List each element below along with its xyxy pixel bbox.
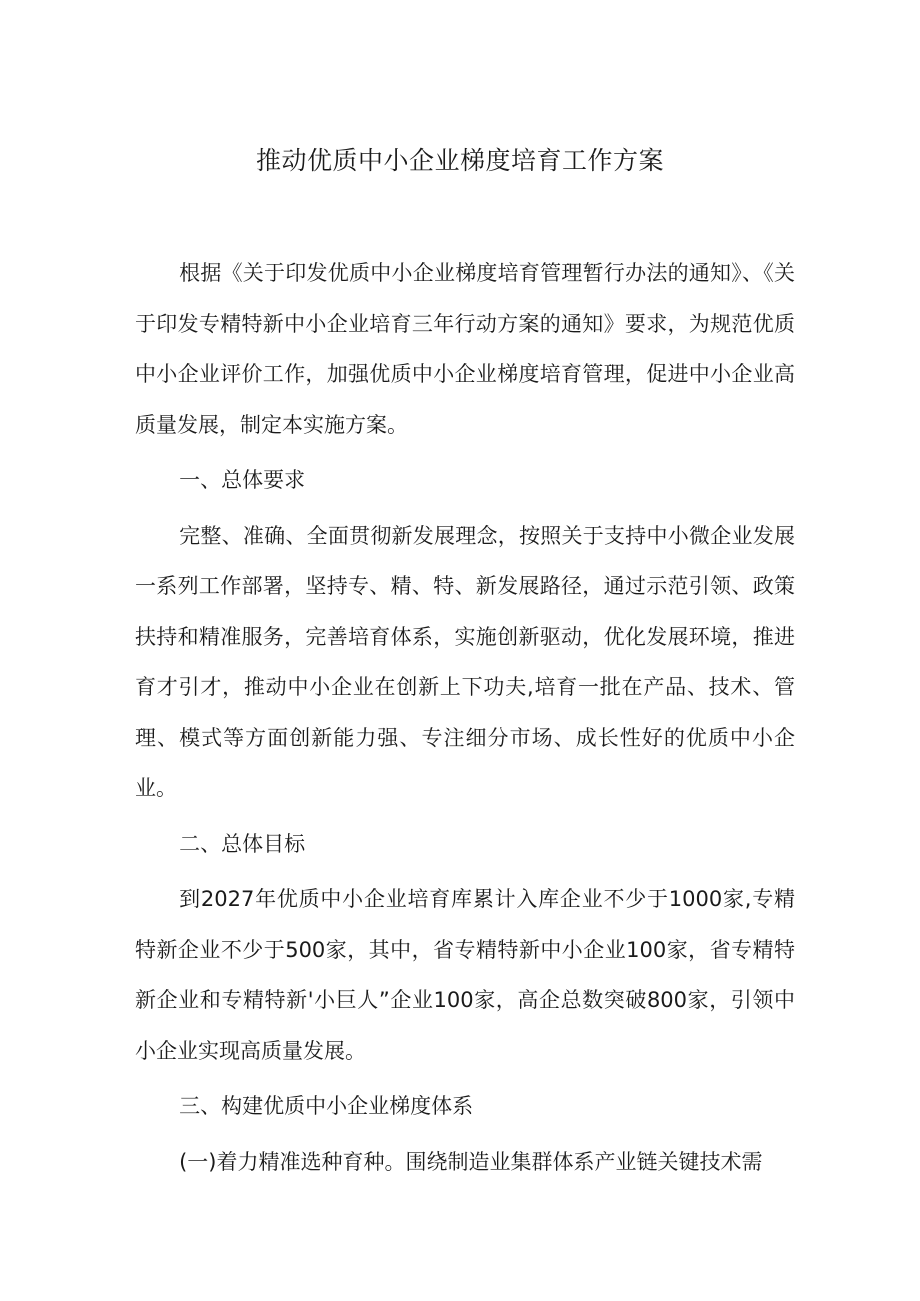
- section-text-2: 到2027年优质中小企业培育库累计入库企业不少于1000家,专精特新企业不少于500家，其中，省专精特新中小企业100家，省专精特新企业和专精特新'小巨人”企业100家，高企总数突破800家，引领中小企业实现高质量发展。: [135, 887, 795, 1063]
- section-text-1: 完整、准确、全面贯彻新发展理念，按照关于支持中小微企业发展一系列工作部署，坚持专、精、特、新发展路径，通过示范引领、政策扶持和精准服务，完善培育体系，实施创新驱动，优化发展环境，推进育才引才，推动中小企业在创新上下功夫,培育一批在产品、技术、管理、模式等方面创新能力强、专注细分市场、成长性好的优质中小企业。: [135, 523, 795, 800]
- section-heading-2: 二、总体目标: [179, 831, 306, 856]
- document-body: [135, 248, 795, 1187]
- intro-paragraph: 根据《关于印发优质中小企业梯度培育管理暂行办法的通知》、《关于印发专精特新中小企业培育三年行动方案的通知》要求，为规范优质中小企业评价工作，加强优质中小企业梯度培育管理，促进中小企业高质量发展，制定本实施方案。: [135, 261, 795, 437]
- section-text-3: (一)着力精准选种育种。围绕制造业集群体系产业链关键技术需: [179, 1149, 763, 1174]
- section-heading-3: 三、构建优质中小企业梯度体系: [179, 1094, 474, 1118]
- section-heading-1: 一、总体要求: [179, 468, 306, 492]
- document-title: 推动优质中小企业梯度培育工作方案: [255, 146, 664, 175]
